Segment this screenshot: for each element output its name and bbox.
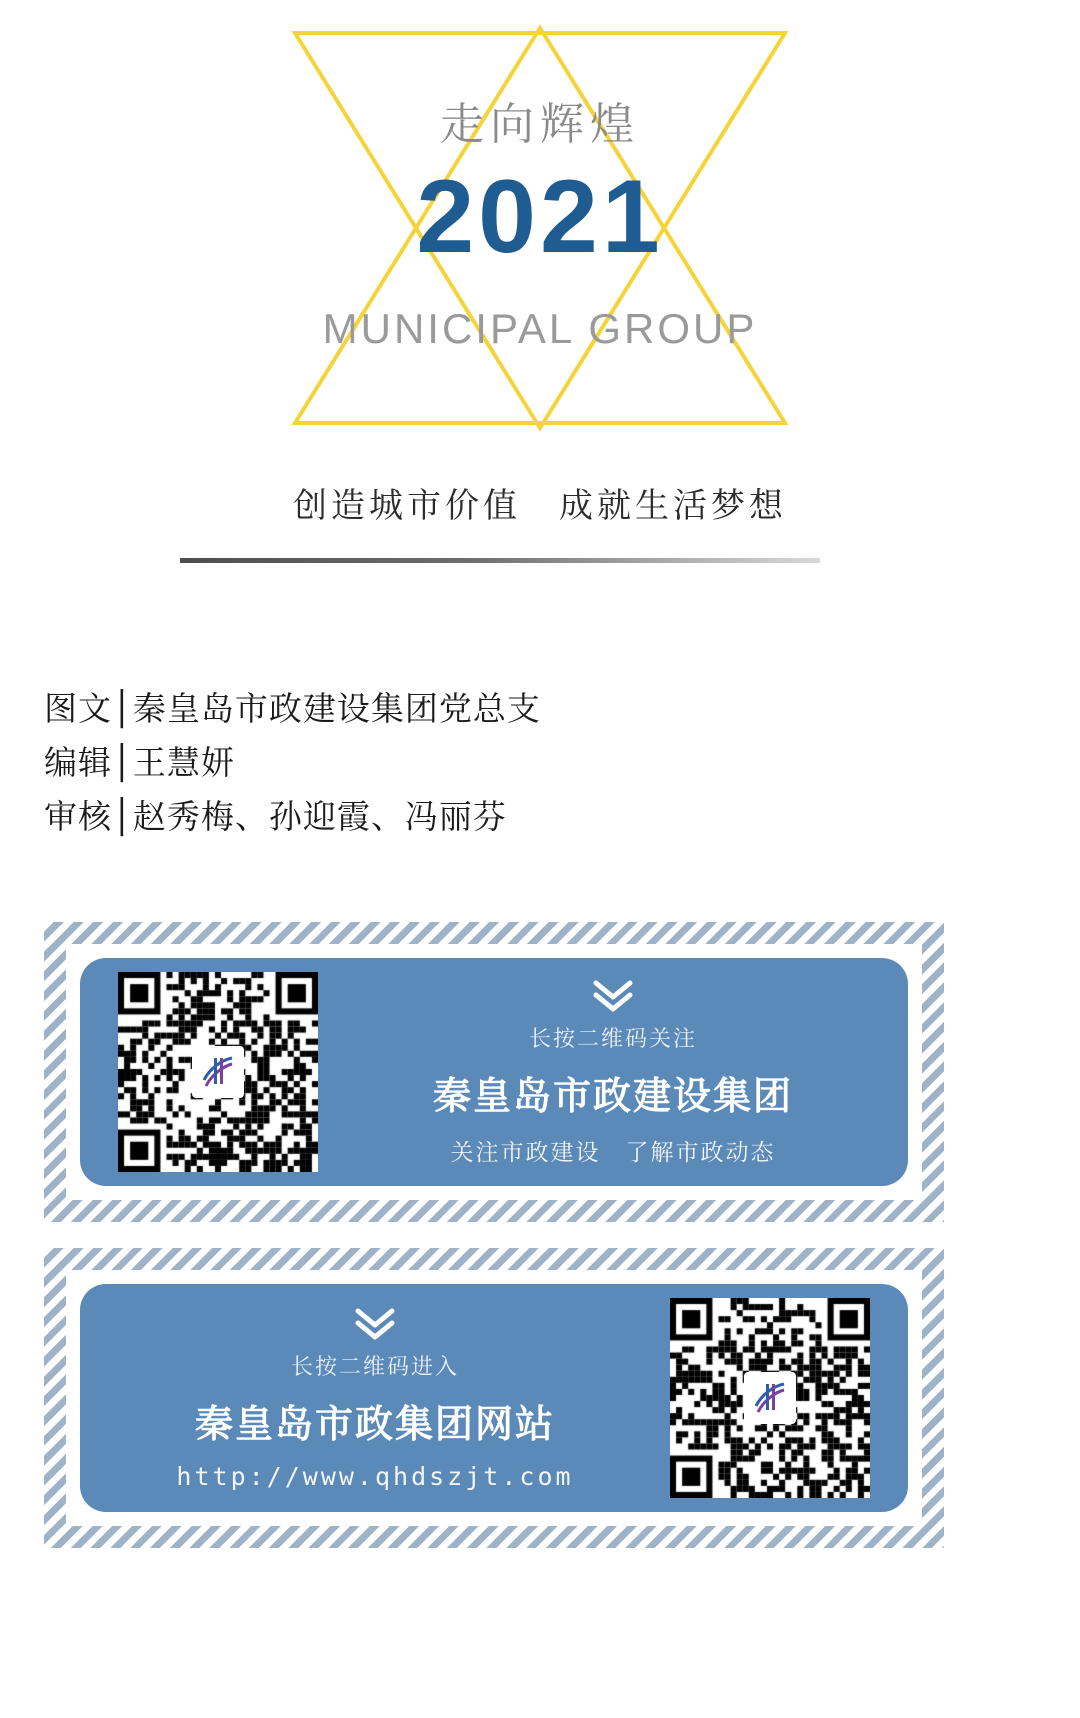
qr-card-text bbox=[80, 1306, 670, 1491]
qr-card-text bbox=[318, 978, 908, 1167]
qr-card-name: 秦皇岛市政建设集团 bbox=[432, 1073, 793, 1118]
credit-line-photo-text: 图文│秦皇岛市政建设集团党总支 bbox=[44, 689, 541, 728]
chevron-down-icon bbox=[590, 978, 636, 1012]
qr-card-name: 秦皇岛市政集团网站 bbox=[194, 1401, 555, 1446]
qr-card-hint: 长按二维码关注 bbox=[528, 1026, 697, 1052]
hero-subtitle: MUNICIPAL GROUP bbox=[322, 305, 758, 352]
qr-card-inner bbox=[66, 1270, 922, 1526]
divider-rule bbox=[180, 558, 820, 563]
credit-line-editor: 编辑│王慧妍 bbox=[44, 743, 235, 782]
qr-card-panel bbox=[80, 958, 908, 1186]
credit-line-reviewer: 审核│赵秀梅、孙迎霞、冯丽芬 bbox=[44, 797, 507, 836]
credits-block bbox=[44, 682, 944, 844]
company-logo-icon bbox=[744, 1372, 796, 1424]
qr-code-wechat[interactable] bbox=[118, 972, 318, 1172]
qr-card-panel bbox=[80, 1284, 908, 1512]
hero-year: 2021 bbox=[416, 159, 664, 275]
hero-title: 走向辉煌 bbox=[440, 99, 640, 150]
qr-card-url[interactable]: http://www.qhdszjt.com bbox=[176, 1461, 574, 1491]
company-slogan: 创造城市价值 成就生活梦想 bbox=[293, 486, 787, 526]
chevron-down-icon bbox=[352, 1306, 398, 1340]
qr-card-inner bbox=[66, 944, 922, 1200]
qr-code-website[interactable] bbox=[670, 1298, 870, 1498]
qr-card-hint: 长按二维码进入 bbox=[290, 1354, 459, 1380]
qr-card-wechat bbox=[44, 922, 944, 1222]
hero-section bbox=[0, 0, 1080, 600]
company-logo-icon bbox=[192, 1046, 244, 1098]
qr-card-website bbox=[44, 1248, 944, 1548]
qr-card-tagline: 关注市政建设 了解市政动态 bbox=[450, 1139, 776, 1166]
